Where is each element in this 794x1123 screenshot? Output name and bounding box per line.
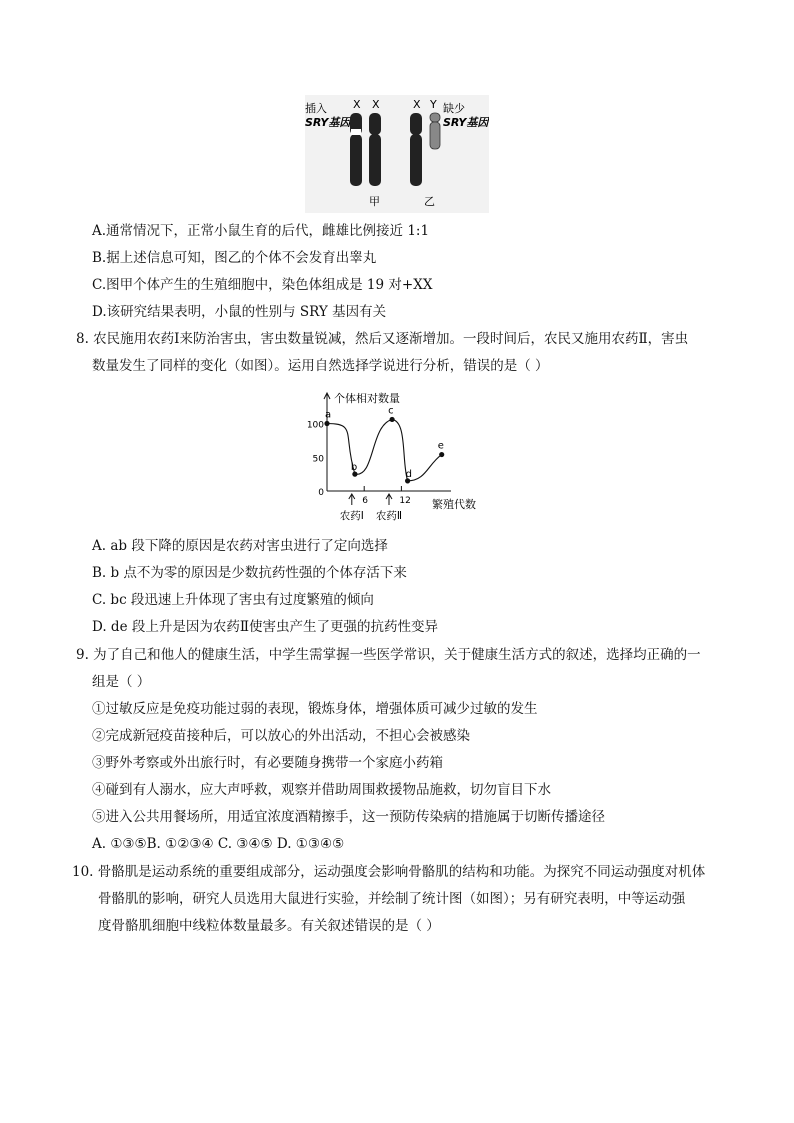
chart-x-ticks — [362, 486, 411, 506]
chromosome-x-label-3: X — [413, 98, 421, 111]
q9-item-2: ②完成新冠疫苗接种后，可以放心的外出活动，不担心会被感染 — [92, 728, 470, 744]
lack-label-2: SRY基因 — [443, 116, 489, 129]
point-label-a: a — [325, 409, 332, 421]
y-tick-label-50: 50 — [312, 454, 324, 465]
q8-option-d: D. de 段上升是因为农药Ⅱ使害虫产生了更强的抗药性变异 — [92, 619, 439, 635]
q10-stem-line-1: 10. 骨骼肌是运动系统的重要组成部分，运动强度会影响骨骼肌的结构和功能。为探究不同运动强度对机体 — [72, 864, 706, 880]
q8-option-a: A. ab 段下降的原因是农药对害虫进行了定向选择 — [92, 538, 388, 554]
y-tick-label-0: 0 — [318, 488, 324, 498]
y-tick-label-100: 100 — [306, 420, 324, 431]
insert-label-1: 插入 — [305, 102, 327, 115]
chart-y-ticks — [307, 421, 324, 499]
q10-stem-line-3: 度骨骼肌细胞中线粒体数量最多。有关叙述错误的是（ ） — [98, 918, 440, 934]
chart-ylabel: 个体相对数量 — [334, 392, 400, 405]
q8-stem-line-1: 8. 农民施用农药Ⅰ来防治害虫，害虫数量锐减，然后又逐渐增加。一段时间后，农民又施用农药Ⅱ，害虫 — [76, 331, 689, 347]
chromosome-x2-lower — [369, 134, 381, 186]
point-label-d: d — [405, 468, 412, 480]
panel-label-jia: 甲 — [369, 195, 380, 208]
chromosome-figure — [305, 95, 489, 213]
q7-option-d: D.该研究结果表明，小鼠的性别与 SRY 基因有关 — [92, 304, 387, 320]
q8-option-b: B. b 点不为零的原因是少数抗药性强的个体存活下来 — [92, 565, 407, 581]
chromosome-x2-upper — [369, 113, 381, 135]
q7-option-a: A.通常情况下，正常小鼠生育的后代，雌雄比例接近 1:1 — [92, 223, 430, 239]
point-label-b: b — [350, 462, 358, 474]
point-label-e: e — [437, 440, 444, 452]
q9-item-1: ①过敏反应是免疫功能过弱的表现，锻炼身体，增强体质可减少过敏的发生 — [92, 701, 538, 717]
chromosome-x-label-1: X — [353, 98, 361, 111]
q8-option-c: C. bc 段迅速上升体现了害虫有过度繁殖的倾向 — [92, 592, 374, 608]
insert-label-2: SRY基因 — [305, 116, 351, 129]
q9-item-4: ④碰到有人溺水，应大声呼救，观察并借助周围救援物品施救，切勿盲目下水 — [92, 782, 551, 798]
x-tick-label-12: 12 — [399, 496, 411, 506]
chart-xlabel: 繁殖代数 — [432, 498, 476, 511]
q7-option-c: C.图甲个体产生的生殖细胞中，染色体组成是 19 对+XX — [92, 277, 433, 293]
pesticide-label-1: 农药Ⅰ — [339, 510, 364, 522]
pest-population-chart — [302, 390, 492, 528]
chromosome-x1-lower — [350, 134, 362, 186]
pesticide-label-2: 农药Ⅱ — [375, 510, 403, 522]
q9-stem-line-2: 组是（ ） — [92, 674, 151, 690]
q9-item-5: ⑤进入公共用餐场所，用适宜浓度酒精擦手，这一预防传染病的措施属于切断传播途径 — [92, 809, 605, 825]
population-curve — [327, 419, 442, 480]
q8-stem-line-2: 数量发生了同样的变化（如图）。运用自然选择学说进行分析，错误的是（ ） — [92, 358, 549, 374]
point-c — [390, 417, 395, 422]
chromosome-x1-band — [351, 129, 361, 135]
q10-stem-line-2: 骨骼肌的影响，研究人员选用大鼠进行实验，并绘制了统计图（如图）；另有研究表明，中等运动强 — [98, 891, 686, 907]
panel-label-yi: 乙 — [424, 195, 435, 208]
q9-stem-line-1: 9. 为了自己和他人的健康生活，中学生需掌握一些医学常识，关于健康生活方式的叙述，选择均正确的一 — [76, 647, 701, 663]
chromosome-y-upper — [430, 113, 440, 122]
q9-item-3: ③野外考察或外出旅行时，有必要随身携带一个家庭小药箱 — [92, 755, 443, 771]
point-label-c: c — [388, 405, 394, 417]
point-a — [324, 421, 329, 426]
q9-choices: A. ①③⑤B. ①②③④ C. ③④⑤ D. ①③④⑤ — [92, 836, 345, 852]
chromosome-x3-upper — [410, 113, 422, 135]
q7-option-b: B.据上述信息可知，图乙的个体不会发育出睾丸 — [92, 250, 377, 266]
lack-label-1: 缺少 — [443, 102, 465, 115]
chromosome-x3-lower — [410, 134, 422, 186]
chromosome-x-label-2: X — [372, 98, 380, 111]
x-tick-label-6: 6 — [362, 496, 368, 506]
chart-arrows — [340, 494, 402, 522]
point-e — [439, 452, 444, 457]
chromosome-y-lower — [430, 122, 440, 149]
chromosome-y-label: Y — [430, 98, 437, 111]
